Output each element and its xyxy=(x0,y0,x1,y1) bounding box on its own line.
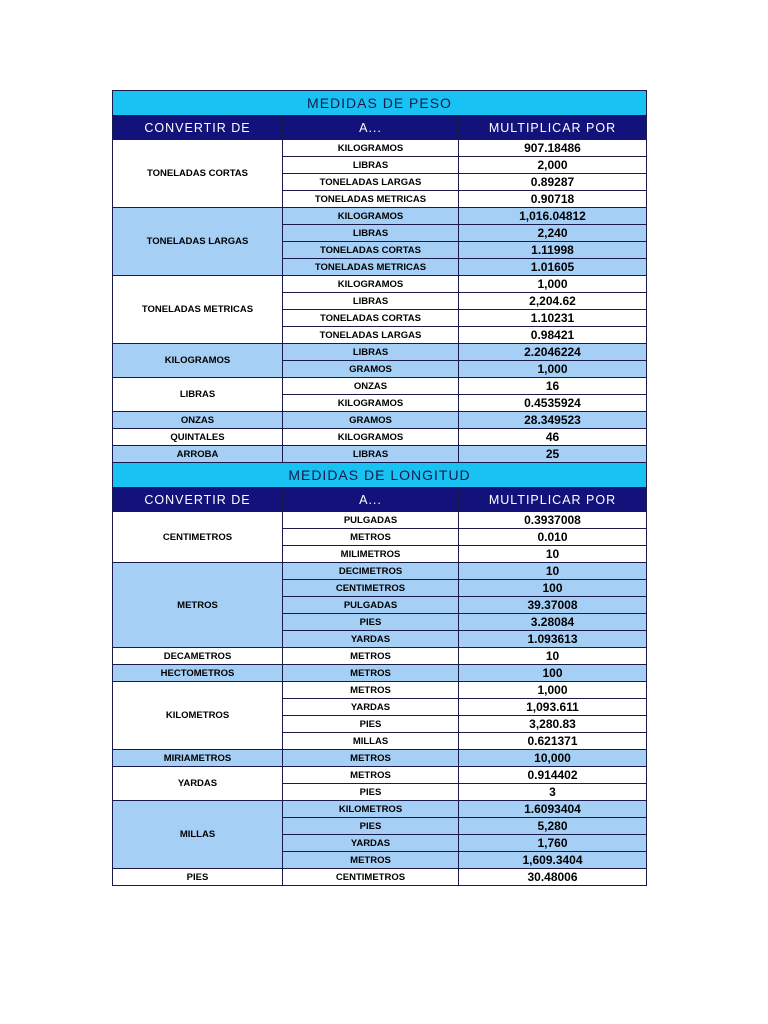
factor-cell: 0.4535924 xyxy=(459,395,647,412)
convert-to-cell: METROS xyxy=(283,682,459,699)
convert-to-cell: PULGADAS xyxy=(283,512,459,529)
table-row xyxy=(113,140,647,157)
convert-to-cell: LIBRAS xyxy=(283,293,459,310)
convert-to-cell: TONELADAS METRICAS xyxy=(283,259,459,276)
factor-cell: 30.48006 xyxy=(459,869,647,886)
table-row xyxy=(113,801,647,818)
table-row xyxy=(113,412,647,429)
convert-to-cell: KILOMETROS xyxy=(283,801,459,818)
factor-cell: 0.914402 xyxy=(459,767,647,784)
factor-cell: 10 xyxy=(459,563,647,580)
table-row xyxy=(113,767,647,784)
convert-to-cell: PULGADAS xyxy=(283,597,459,614)
convert-from-cell: KILOMETROS xyxy=(113,682,283,750)
table-row xyxy=(113,750,647,767)
convert-to-cell: PIES xyxy=(283,818,459,835)
convert-to-cell: PIES xyxy=(283,716,459,733)
table-row xyxy=(113,563,647,580)
convert-to-cell: YARDAS xyxy=(283,835,459,852)
convert-to-cell: GRAMOS xyxy=(283,361,459,378)
factor-cell: 2,240 xyxy=(459,225,647,242)
factor-cell: 10 xyxy=(459,648,647,665)
convert-to-cell: LIBRAS xyxy=(283,446,459,463)
factor-cell: 2,000 xyxy=(459,157,647,174)
table-row xyxy=(113,648,647,665)
table-row xyxy=(113,512,647,529)
factor-cell: 1,093.611 xyxy=(459,699,647,716)
convert-from-cell: PIES xyxy=(113,869,283,886)
factor-cell: 3 xyxy=(459,784,647,801)
convert-to-cell: TONELADAS LARGAS xyxy=(283,174,459,191)
convert-to-cell: GRAMOS xyxy=(283,412,459,429)
convert-to-cell: ONZAS xyxy=(283,378,459,395)
convert-to-cell: METROS xyxy=(283,750,459,767)
convert-to-cell: PIES xyxy=(283,614,459,631)
factor-cell: 1,000 xyxy=(459,276,647,293)
convert-from-cell: ARROBA xyxy=(113,446,283,463)
convert-to-cell: KILOGRAMOS xyxy=(283,429,459,446)
convert-to-cell: CENTIMETROS xyxy=(283,580,459,597)
table-row xyxy=(113,208,647,225)
conversion-document xyxy=(112,90,646,886)
factor-cell: 25 xyxy=(459,446,647,463)
factor-cell: 2.2046224 xyxy=(459,344,647,361)
table-row xyxy=(113,276,647,293)
factor-cell: 0.010 xyxy=(459,529,647,546)
section-title: MEDIDAS DE LONGITUD xyxy=(113,463,647,488)
factor-cell: 10 xyxy=(459,546,647,563)
factor-cell: 10,000 xyxy=(459,750,647,767)
convert-from-cell: TONELADAS LARGAS xyxy=(113,208,283,276)
table-row xyxy=(113,344,647,361)
factor-cell: 0.90718 xyxy=(459,191,647,208)
convert-from-cell: LIBRAS xyxy=(113,378,283,412)
convert-to-cell: YARDAS xyxy=(283,631,459,648)
column-header: CONVERTIR DE xyxy=(113,116,283,140)
factor-cell: 1.01605 xyxy=(459,259,647,276)
factor-cell: 28.349523 xyxy=(459,412,647,429)
convert-to-cell: DECIMETROS xyxy=(283,563,459,580)
column-header: CONVERTIR DE xyxy=(113,488,283,512)
convert-to-cell: LIBRAS xyxy=(283,157,459,174)
convert-to-cell: TONELADAS METRICAS xyxy=(283,191,459,208)
convert-from-cell: MILLAS xyxy=(113,801,283,869)
factor-cell: 0.98421 xyxy=(459,327,647,344)
convert-from-cell: TONELADAS METRICAS xyxy=(113,276,283,344)
factor-cell: 39.37008 xyxy=(459,597,647,614)
factor-cell: 1,016.04812 xyxy=(459,208,647,225)
factor-cell: 0.621371 xyxy=(459,733,647,750)
conversion-table xyxy=(112,90,647,886)
section-title: MEDIDAS DE PESO xyxy=(113,91,647,116)
convert-to-cell: MILIMETROS xyxy=(283,546,459,563)
convert-to-cell: KILOGRAMOS xyxy=(283,140,459,157)
convert-to-cell: KILOGRAMOS xyxy=(283,395,459,412)
convert-to-cell: PIES xyxy=(283,784,459,801)
convert-from-cell: KILOGRAMOS xyxy=(113,344,283,378)
column-header-row xyxy=(113,488,647,512)
convert-to-cell: YARDAS xyxy=(283,699,459,716)
convert-to-cell: METROS xyxy=(283,648,459,665)
table-row xyxy=(113,682,647,699)
factor-cell: 1,609.3404 xyxy=(459,852,647,869)
section-title-row xyxy=(113,463,647,488)
convert-to-cell: LIBRAS xyxy=(283,225,459,242)
factor-cell: 1,760 xyxy=(459,835,647,852)
table-row xyxy=(113,378,647,395)
convert-to-cell: METROS xyxy=(283,529,459,546)
factor-cell: 0.89287 xyxy=(459,174,647,191)
factor-cell: 3.28084 xyxy=(459,614,647,631)
table-row xyxy=(113,446,647,463)
factor-cell: 3,280.83 xyxy=(459,716,647,733)
convert-to-cell: TONELADAS LARGAS xyxy=(283,327,459,344)
convert-from-cell: METROS xyxy=(113,563,283,648)
section-title-row xyxy=(113,91,647,116)
convert-to-cell: CENTIMETROS xyxy=(283,869,459,886)
convert-to-cell: METROS xyxy=(283,767,459,784)
convert-from-cell: MIRIAMETROS xyxy=(113,750,283,767)
column-header: MULTIPLICAR POR xyxy=(459,488,647,512)
factor-cell: 5,280 xyxy=(459,818,647,835)
convert-from-cell: QUINTALES xyxy=(113,429,283,446)
column-header: A... xyxy=(283,116,459,140)
column-header: A... xyxy=(283,488,459,512)
factor-cell: 100 xyxy=(459,665,647,682)
convert-to-cell: METROS xyxy=(283,852,459,869)
convert-from-cell: ONZAS xyxy=(113,412,283,429)
convert-from-cell: CENTIMETROS xyxy=(113,512,283,563)
factor-cell: 1.6093404 xyxy=(459,801,647,818)
convert-to-cell: KILOGRAMOS xyxy=(283,208,459,225)
table-row xyxy=(113,869,647,886)
factor-cell: 2,204.62 xyxy=(459,293,647,310)
convert-from-cell: TONELADAS CORTAS xyxy=(113,140,283,208)
factor-cell: 0.3937008 xyxy=(459,512,647,529)
convert-to-cell: TONELADAS CORTAS xyxy=(283,242,459,259)
convert-from-cell: HECTOMETROS xyxy=(113,665,283,682)
convert-to-cell: MILLAS xyxy=(283,733,459,750)
convert-from-cell: YARDAS xyxy=(113,767,283,801)
convert-to-cell: LIBRAS xyxy=(283,344,459,361)
factor-cell: 1.11998 xyxy=(459,242,647,259)
factor-cell: 46 xyxy=(459,429,647,446)
convert-to-cell: METROS xyxy=(283,665,459,682)
factor-cell: 1,000 xyxy=(459,682,647,699)
convert-from-cell: DECAMETROS xyxy=(113,648,283,665)
column-header-row xyxy=(113,116,647,140)
convert-to-cell: TONELADAS CORTAS xyxy=(283,310,459,327)
convert-to-cell: KILOGRAMOS xyxy=(283,276,459,293)
conversion-table-body xyxy=(113,91,647,886)
table-row xyxy=(113,429,647,446)
factor-cell: 1.10231 xyxy=(459,310,647,327)
column-header: MULTIPLICAR POR xyxy=(459,116,647,140)
factor-cell: 16 xyxy=(459,378,647,395)
table-row xyxy=(113,665,647,682)
factor-cell: 907.18486 xyxy=(459,140,647,157)
factor-cell: 1.093613 xyxy=(459,631,647,648)
factor-cell: 1,000 xyxy=(459,361,647,378)
factor-cell: 100 xyxy=(459,580,647,597)
